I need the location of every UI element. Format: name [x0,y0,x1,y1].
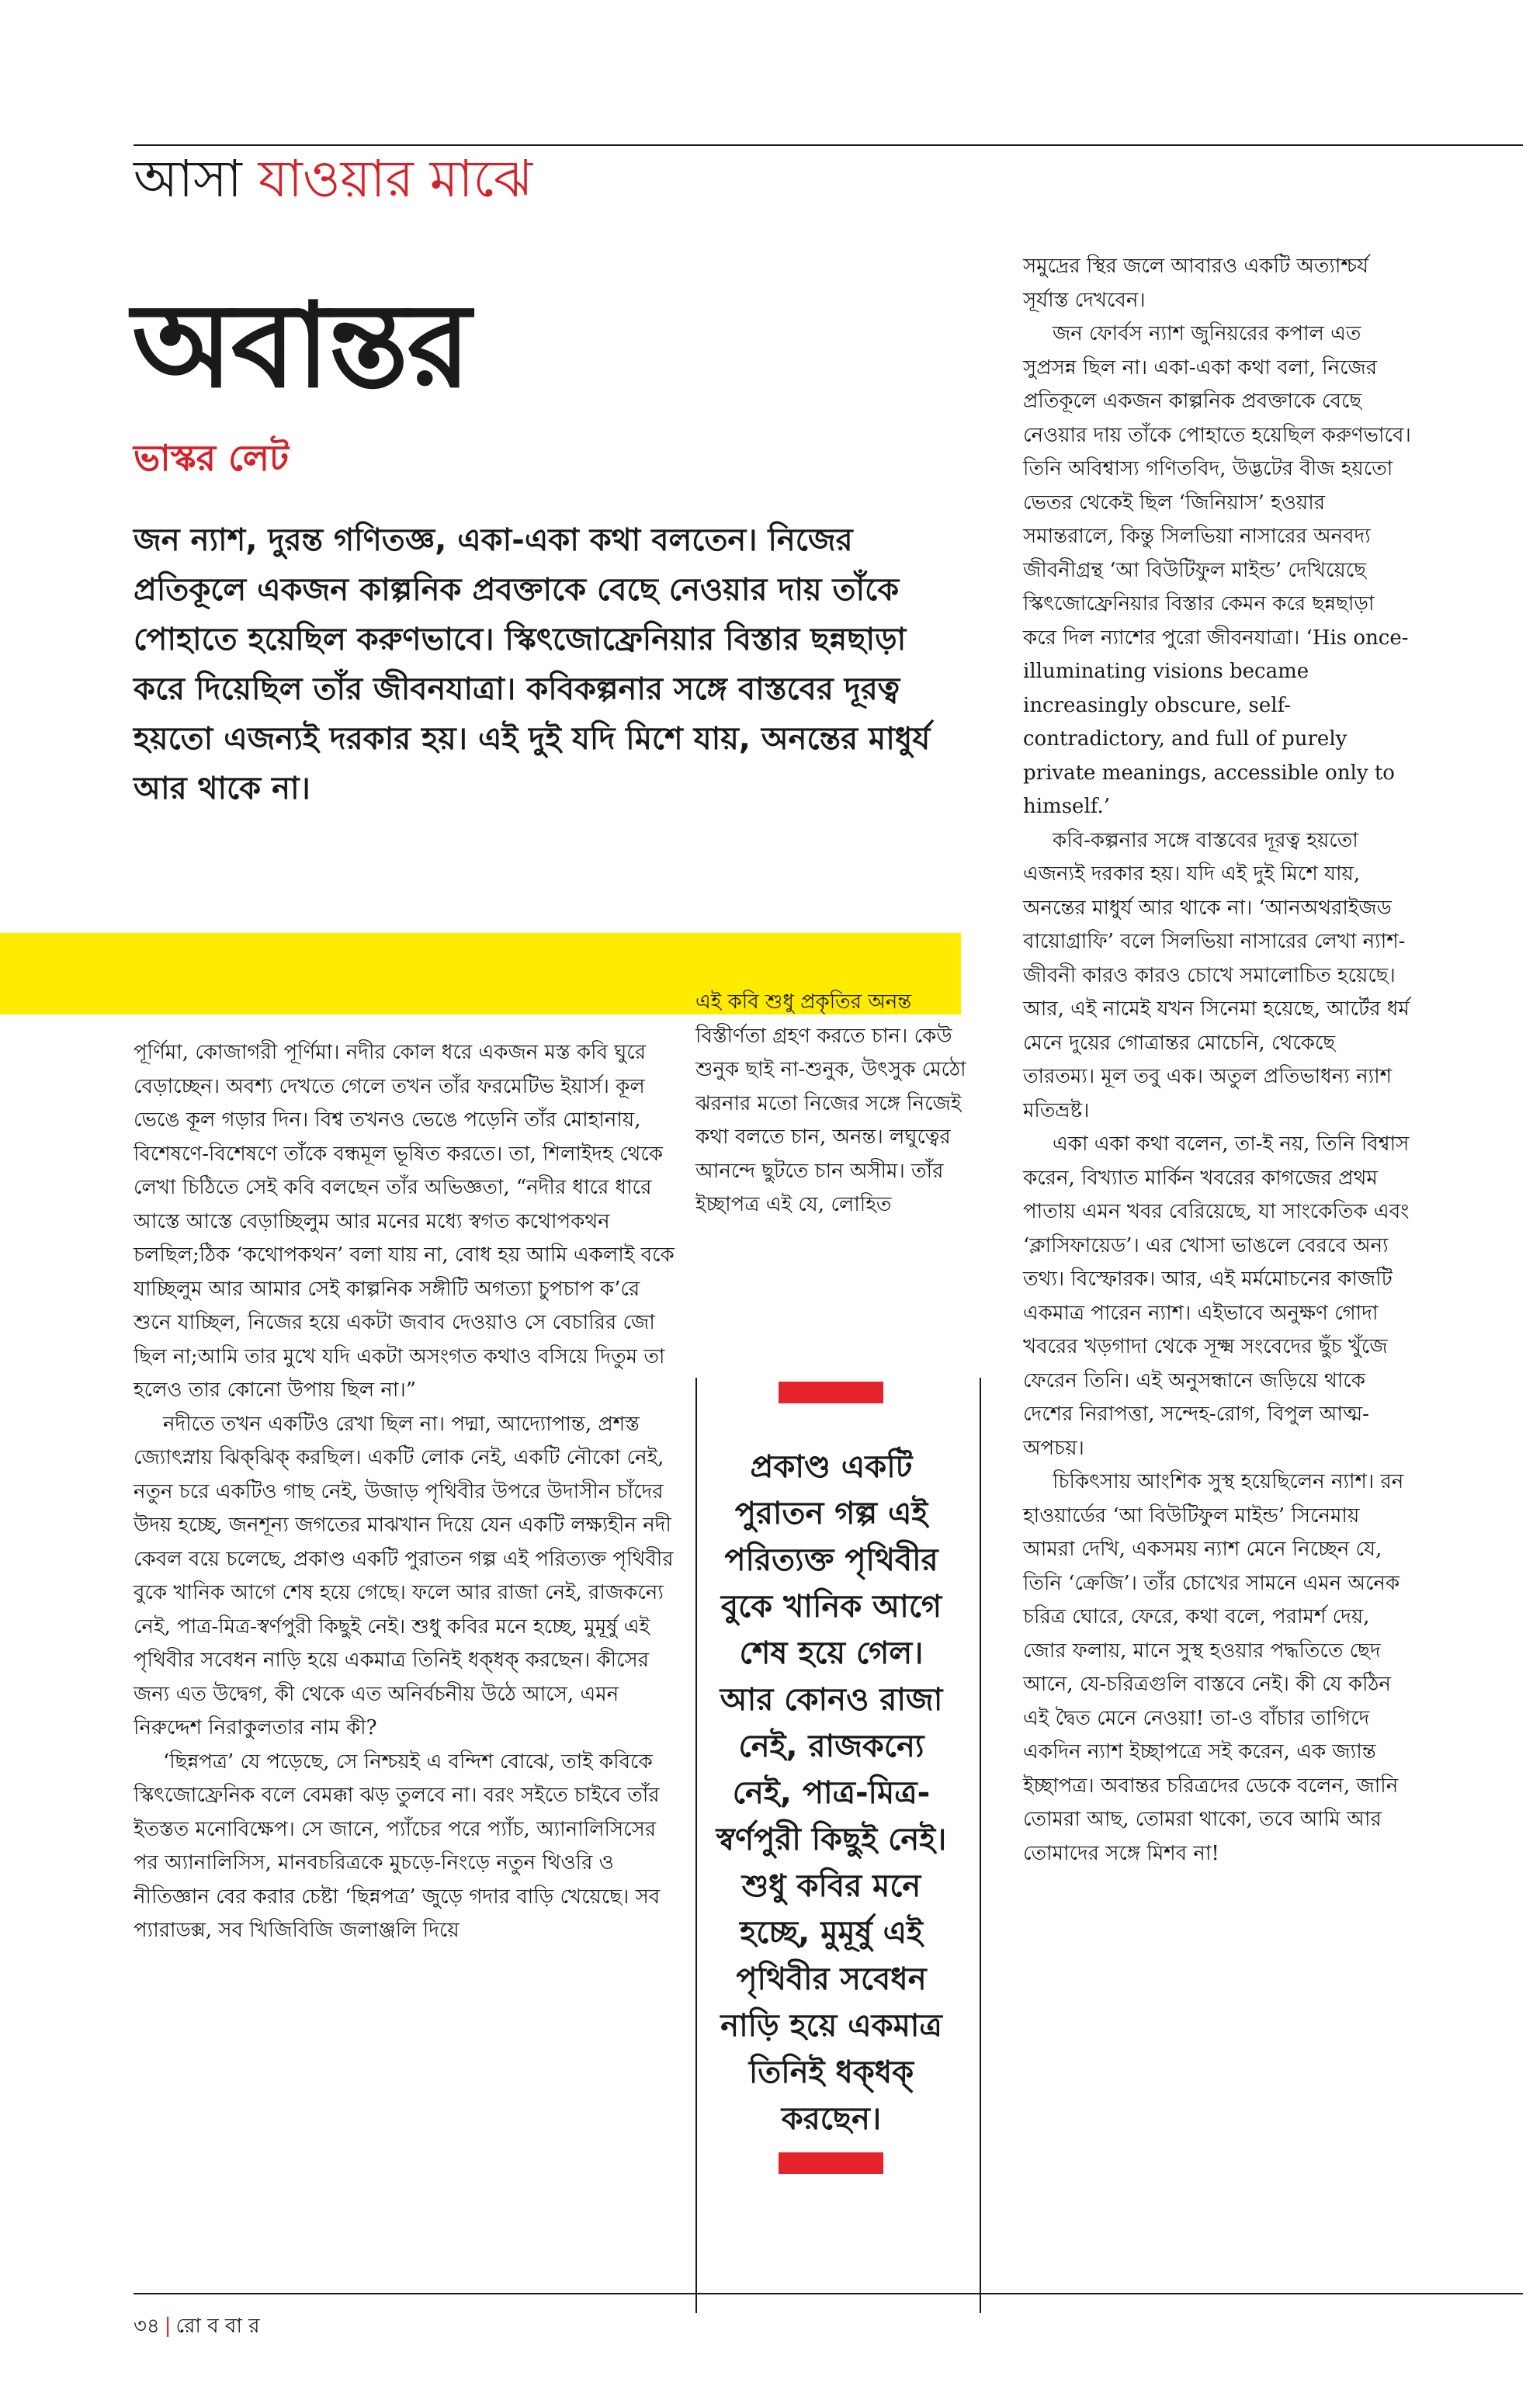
body-paragraph: পূর্ণিমা, কোজাগরী পূর্ণিমা। নদীর কোল ধরে একজন মস্ত কবি ঘুরে বেড়াচ্ছেন। অবশ্য দেখতে গেলে তখন তাঁর ফরমেটিভ ইয়ার্স। কূল ভেঙে কূল গড়ার দিন। বিশ্ব তখনও ভেঙে পড়েনি তাঁর মোহানায়, বিশেষণে-বিশেষণে তাঁকে বন্ধমূল ভূষিত করতে। তা, শিলাইদহ থেকে লেখা চিঠিতে সেই কবি বলছেন তাঁর অভিজ্ঞতা, “নদীর ধারে ধারে আস্তে আস্তে বেড়াচ্ছিলুম আর মনের মধ্যে স্বগত কথোপকথন চলছিল;ঠিক ‘কথোপকথন’ বলা যায় না, বোধ হয় আমি একলাই বকে যাচ্ছিলুম আর আমার সেই কাল্পনিক সঙ্গীটি অগত্যা চুপচাপ ক’রে শুনে যাচ্ছিল, নিজের হয়ে একটা জবাব দেওয়াও সে বেচারির জো ছিল না;আমি তার মুখে যদি একটা অসংগত কথাও বসিয়ে দিতুম তা হলেও তার কোনো উপায় ছিল না।” [134,1041,675,1402]
top-rule [134,144,1523,146]
body-paragraph: ‘ছিন্নপত্র’ যে পড়েছে, সে নিশ্চয়ই এ বন্দিশ বোঝে, তাই কবিকে স্কিৎজোফ্রেনিক বলে বেমক্কা ঝড় তুলবে না। বরং সইতে চাইবে তাঁর ইতস্তত মনোবিক্ষেপ। সে জানে, প্যাঁচের পরে প্যাঁচ, অ্যানালিসিসের পর অ্যানালিসিস, মানবচরিত্রকে মুচড়ে-নিংড়ে নতুন থিওরি ও নীতিজ্ঞান বের করার চেষ্টা ‘ছিন্নপত্র’ জুড়ে গদার বাড়ি খেয়েছে। সব প্যারাডক্স, সব খিজিবিজি জলাঞ্জলি দিয়ে [134,1750,661,1942]
pullquote-top-bar [779,1382,883,1403]
page-number: ৩৪ [134,2315,160,2338]
author-byline: ভাস্কর লেট [134,437,290,479]
pullquote-bottom-bar [779,2152,883,2174]
body-paragraph: জন ফোর্বস ন্যাশ জুনিয়রের কপাল এত সুপ্রসন্ন ছিল না। একা-একা কথা বলা, নিজের প্রতিকূলে একজন কাল্পনিক প্রবক্তাকে বেছে নেওয়ার দায় তাঁকে পোহাতে হয়েছিল করুণভাবে। তিনি অবিশ্বাস্য গণিতবিদ, উদ্ভটের বীজ হয়তো ভেতর থেকেই ছিল ‘জিনিয়াস’ হওয়ার সমান্তরালে, কিন্তু সিলভিয়া নাসারের অনবদ্য জীবনীগ্রন্থ ‘আ বিউটিফুল মাইন্ড’ দেখিয়েছে স্কিৎজোফ্রেনিয়ার বিস্তার কেমন করে ছন্নছাড়া করে দিল ন্যাশের পুরো জীবনযাত্রা। ‘His once-illuminating visions became increasingly obscure, self-contradictory, and full of purely private meanings, accessible only to himself.’ [1023,322,1411,818]
page-footer [134,2310,260,2344]
pullquote-right-rule [980,1378,981,2313]
body-paragraph: একা একা কথা বলেন, তা-ই নয়, তিনি বিশ্বাস করেন, বিখ্যাত মার্কিন খবরের কাগজের প্রথম পাতায় এমন খবর বেরিয়েছে, যা সাংকেতিক এবং ‘ক্লাসিফায়েড’। এর খোসা ভাঙলে বেরবে অন্য তথ্য। বিস্ফোরক। আর, এই মর্মমোচনের কাজটি একমাত্র পারেন ন্যাশ। এইভাবে অনুক্ষণ গোদা খবরের খড়গাদা থেকে সূক্ষ্ম সংবেদের ছুঁচ খুঁজে ফেরেন তিনি। এই অনুসন্ধানে জড়িয়ে থাকে দেশের নিরাপত্তা, সন্দেহ-রোগ, বিপুল আত্ম-অপচয়। [1023,1132,1410,1460]
bottom-rule [134,2293,1523,2294]
body-paragraph: নদীতে তখন একটিও রেখা ছিল না। পদ্মা, আদ্যোপান্ত, প্রশস্ত জ্যোৎস্নায় ঝিক্‌ঝিক্‌ করছিল। একটি লোক নেই, একটি নৌকো নেই, নতুন চরে একটিও গাছ নেই, উজাড় পৃথিবীর উপরে উদাসীন চাঁদের উদয় হচ্ছে, জনশূন্য জগতের মাঝখান দিয়ে যেন একটি লক্ষ্যহীন নদী কেবল বয়ে চলেছে, প্রকাণ্ড একটি পুরাতন গল্প এই পরিত্যক্ত পৃথিবীর বুকে খানিক আগে শেষ হয়ে গেছে। ফলে আর রাজা নেই, রাজকন্যে নেই, পাত্র-মিত্র-স্বর্ণপুরী কিছুই নেই। শুধু কবির মনে হচ্ছে, মুমূর্ষু এই পৃথিবীর সবেধন নাড়ি হয়ে একমাত্র তিনিই ধক্‌ধক্‌ করছেন। কীসের জন্য এত উদ্বেগ, কী থেকে এত অনির্বচনীয় উঠে আসে, এমন নিরুদ্দেশ নিরাকুলতার নাম কী? [134,1412,674,1739]
body-column-2 [695,986,983,1223]
body-column-3 [1023,250,1411,1871]
kicker-part-2: যাওয়ার মাঝে [258,149,533,209]
article-title: অবান্তর [132,277,470,414]
body-column-1 [134,1036,682,1948]
footer-separator: | [164,2315,172,2338]
body-paragraph: চিকিৎসায় আংশিক সুস্থ হয়েছিলেন ন্যাশ। রন হাওয়ার্ডের ‘আ বিউটিফুল মাইন্ড’ সিনেমায় আমরা দেখি, একসময় ন্যাশ মেনে নিচ্ছেন যে, তিনি ‘ক্রেজি’। তাঁর চোখের সামনে এমন অনেক চরিত্র ঘোরে, ফেরে, কথা বলে, পরামর্শ দেয়, জোর ফলায়, মানে সুস্থ হওয়ার পদ্ধতিতে ছেদ আনে, যে-চরিত্রগুলি বাস্তবে নেই। কী যে কঠিন এই দ্বৈত মেনে নেওয়া! তা-ও বাঁচার তাগিদে একদিন ন্যাশ ইচ্ছাপত্রে সই করেন, এক জ্যান্ত ইচ্ছাপত্র। অবান্তর চরিত্রদের ডেকে বলেন, জানি তোমরা আছ, তোমরা থাকো, তবে আমি আর তোমাদের সঙ্গে মিশব না! [1023,1470,1404,1865]
standfirst: জন ন্যাশ, দুরন্ত গণিতজ্ঞ, একা-একা কথা বলতেন। নিজের প্রতিকূলে একজন কাল্পনিক প্রবক্তাকে বেছে নেওয়ার দায় তাঁকে পোহাতে হয়েছিল করুণভাবে। স্কিৎজোফ্রেনিয়ার বিস্তার ছন্নছাড়া করে দিয়েছিল তাঁর জীবনযাত্রা। কবিকল্পনার সঙ্গে বাস্তবের দূরত্ব হয়তো এজন্যই দরকার হয়। এই দুই যদি মিশে যায়, অনন্তের মাধুর্য আর থাকে না। [134,522,931,806]
pullquote-left-rule [695,1378,697,2313]
kicker-part-1: আসা [134,149,242,209]
section-kicker [134,149,533,209]
body-paragraph: সমুদ্রের স্থির জলে আবারও একটি অত্যাশ্চর্য সূর্যাস্ত দেখবেন। [1023,255,1369,312]
body-paragraph: এই কবি শুধু প্রকৃতির অনন্ত বিস্তীর্ণতা গ্রহণ করতে চান। কেউ শুনুক ছাই না-শুনুক, উৎসুক মেঠো ঝরনার মতো নিজের সঙ্গে নিজেই কথা বলতে চান, অনন্ত। লঘুত্বের আনন্দে ছুটতে চান অসীম। তাঁর ইচ্ছাপত্র এই যে, লোহিত [695,990,966,1216]
body-paragraph: কবি-কল্পনার সঙ্গে বাস্তবের দূরত্ব হয়তো এজন্যই দরকার হয়। যদি এই দুই মিশে যায়, অনন্তের মাধুর্য আর থাকে না। ‘আনঅথরাইজড বায়োগ্রাফি’ বলে সিলভিয়া নাসারের লেখা ন্যাশ-জীবনী কারও কারও চোখে সমালোচিত হয়েছে। আর, এই নামেই যখন সিনেমা হয়েছে, আর্টের ধর্ম মেনে দুয়ের গোত্রান্তর মোচেনি, থেকেছে তারতম্য। মূল তবু এক। অতুল প্রতিভাধন্য ন্যাশ মতিভ্রষ্ট। [1023,828,1410,1122]
magazine-name: রো ব বা র [175,2315,260,2338]
pullquote: প্রকাণ্ড একটি পুরাতন গল্প এই পরিত্যক্ত পৃথিবীর বুকে খানিক আগে শেষ হয়ে গেল। আর কোনও রাজা নেই, রাজকন্যে নেই, পাত্র-মিত্র-স্বর্ণপুরী কিছুই নেই। শুধু কবির মনে হচ্ছে, মুমূর্ষু এই পৃথিবীর সবেধন নাড়ি হয়ে একমাত্র তিনিই ধক্‌ধক্‌ করছেন। [716,1449,947,2137]
